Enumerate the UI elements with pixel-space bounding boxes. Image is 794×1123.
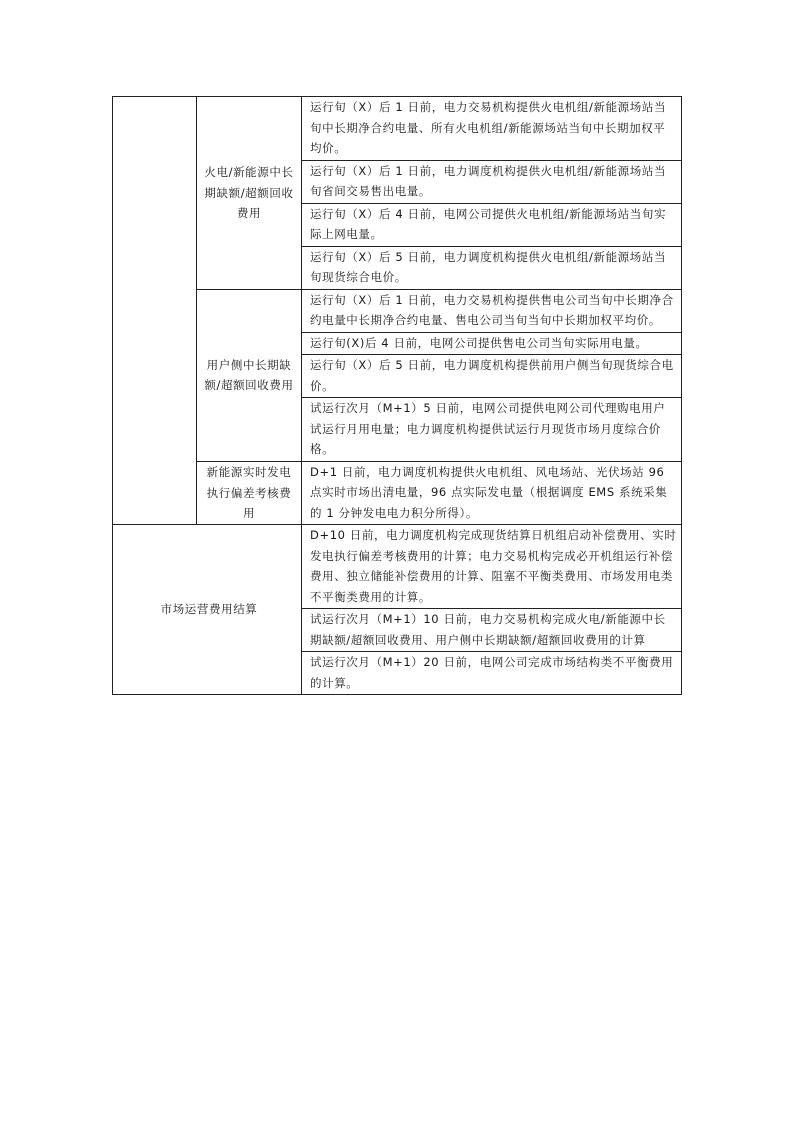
schedule-item: 运行旬（X）后 1 日前，电力调度机构提供火电机组/新能源场站当旬省间交易售出电量。 [302, 160, 682, 203]
table-row [113, 525, 682, 609]
schedule-item: D+10 日前，电力调度机构完成现货结算日机组启动补偿费用、实时发电执行偏差考核费用的计算；电力交易机构完成必开机组运行补偿费用、独立储能补偿费用的计算、阻塞不平衡类费用、市场发用电类不平衡类费用的计算。 [302, 525, 682, 609]
schedule-item: 试运行次月（M+1）5 日前，电网公司提供电网公司代理购电用户试运行月用电量；电力调度机构提供试运行月现货市场月度综合价格。 [302, 398, 682, 462]
table-row [113, 97, 682, 161]
schedule-item: D+1 日前，电力调度机构提供火电机组、风电场站、光伏场站 96 点实时市场出清电量，96 点实际发电量（根据调度 EMS 系统采集的 1 分钟发电电力积分所得）。 [302, 461, 682, 525]
schedule-item: 运行旬（X）后 5 日前，电力调度机构提供火电机组/新能源场站当旬现货综合电价。 [302, 246, 682, 289]
schedule-item: 运行旬（X）后 5 日前，电力调度机构提供前用户侧当旬现货综合电价。 [302, 355, 682, 398]
section-label: 市场运营费用结算 [113, 525, 302, 695]
schedule-item: 运行旬(X)后 4 日前，电网公司提供售电公司当旬实际用电量。 [302, 332, 682, 355]
schedule-item: 运行旬（X）后 1 日前，电力交易机构提供售电公司当旬中长期净合约电量中长期净合约电量、售电公司当旬当旬中长期加权平均价。 [302, 289, 682, 332]
category-label: 用户侧中长期缺额/超额回收费用 [197, 289, 302, 461]
schedule-item: 试运行次月（M+1）10 日前，电力交易机构完成火电/新能源中长期缺额/超额回收费用、用户侧中长期缺额/超额回收费用的计算 [302, 609, 682, 652]
category-label: 新能源实时发电执行偏差考核费用 [197, 461, 302, 525]
table-row [113, 289, 682, 332]
settlement-schedule-table [112, 96, 682, 695]
blank-category-cell [113, 97, 197, 525]
table-row [113, 461, 682, 525]
schedule-item: 运行旬（X）后 1 日前，电力交易机构提供火电机组/新能源场站当旬中长期净合约电量、所有火电机组/新能源场站当旬中长期加权平均价。 [302, 97, 682, 161]
category-label: 火电/新能源中长期缺额/超额回收费用 [197, 97, 302, 290]
schedule-item: 试运行次月（M+1）20 日前，电网公司完成市场结构类不平衡费用的计算。 [302, 652, 682, 695]
schedule-item: 运行旬（X）后 4 日前，电网公司提供火电机组/新能源场站当旬实际上网电量。 [302, 203, 682, 246]
